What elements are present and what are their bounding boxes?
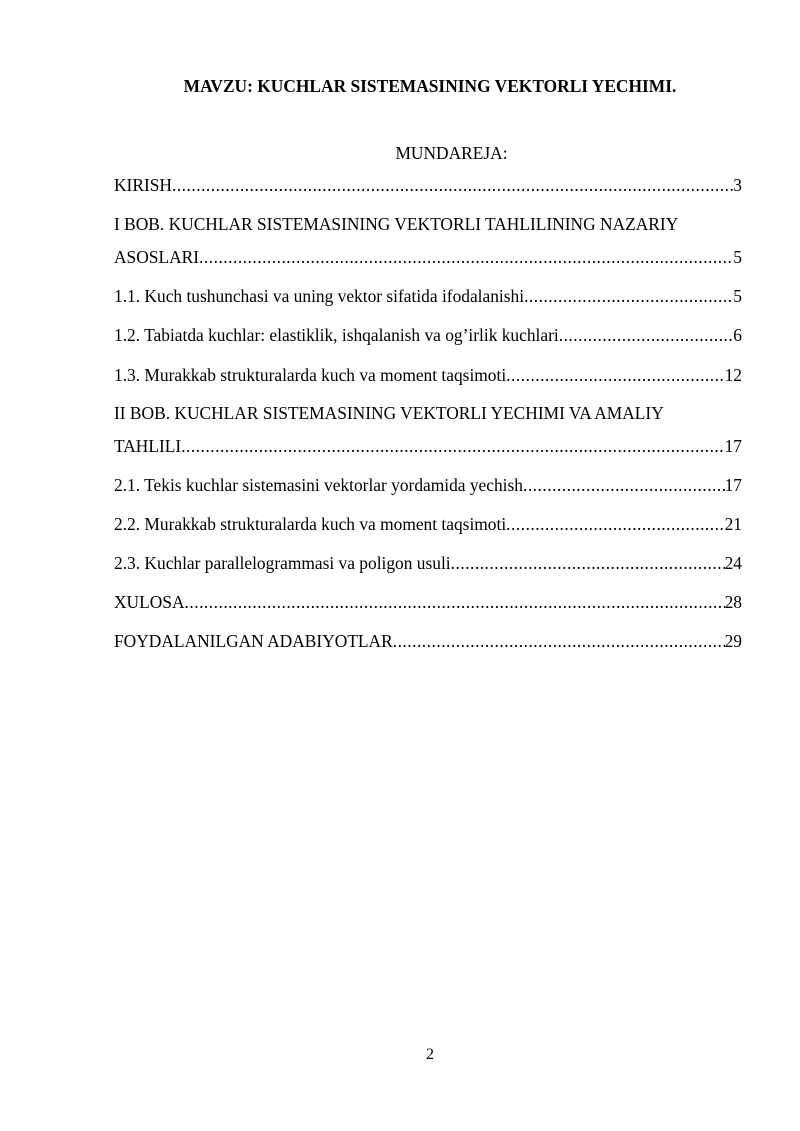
- toc-entry-text: 2.2. Murakkab strukturalarda kuch va moment taqsimoti: [114, 514, 507, 534]
- toc-entry-1-1: [114, 285, 742, 307]
- toc-entry-bob-1: [114, 213, 742, 268]
- toc-entry-text-line1: II BOB. KUCHLAR SISTEMASINING VEKTORLI YECHIMI VA AMALIY: [114, 403, 664, 423]
- toc-entry-2-1: [114, 474, 742, 496]
- page-number: 2: [426, 1046, 434, 1063]
- toc-leader-dots: [185, 591, 725, 613]
- toc-entry-text: 1.2. Tabiatda kuchlar: elastiklik, ishqalanish va og’irlik kuchlari: [114, 325, 559, 345]
- toc-entry-bob-2: [114, 402, 742, 457]
- toc-leader-dots: [523, 474, 725, 496]
- toc-entry-text: FOYDALANILGAN ADABIYOTLAR: [114, 631, 393, 651]
- toc-entry-page: 5: [733, 247, 742, 267]
- toc-leader-dots: [172, 174, 733, 196]
- toc-entry-kirish: [114, 174, 742, 196]
- toc-entry-page: 17: [724, 475, 742, 495]
- toc-entry-text: XULOSA: [114, 592, 185, 612]
- toc-leader-dots: [451, 552, 725, 574]
- toc-entry-text: 1.3. Murakkab strukturalarda kuch va moment taqsimoti: [114, 365, 507, 385]
- toc-entry-text: 1.1. Kuch tushunchasi va uning vektor sifatida ifodalanishi: [114, 286, 525, 306]
- toc-entry-adabiyotlar: [114, 630, 742, 652]
- toc-entry-2-3: [114, 552, 742, 574]
- toc-entry-text: 2.1. Tekis kuchlar sistemasini vektorlar yordamida yechish: [114, 475, 523, 495]
- toc-entry-page: 21: [724, 514, 742, 534]
- toc-leader-dots: [506, 364, 724, 386]
- toc-leader-dots: [506, 513, 724, 535]
- toc-entry-page: 12: [724, 365, 742, 385]
- toc-entry-2-2: [114, 513, 742, 535]
- toc-entry-page: 6: [733, 325, 742, 345]
- toc-entry-text: TAHLILI: [114, 436, 182, 456]
- toc-entry-text: 2.3. Kuchlar parallelogrammasi va poligon usuli: [114, 553, 451, 573]
- toc-entry-page: 17: [724, 436, 742, 456]
- toc-entry-text: KIRISH: [114, 175, 172, 195]
- toc-heading: MUNDAREJA:: [395, 143, 508, 163]
- toc-entry-1-3: [114, 364, 742, 386]
- toc-entry-text: ASOSLARI: [114, 247, 200, 267]
- toc-leader-dots: [199, 246, 733, 268]
- toc-leader-dots: [181, 435, 724, 457]
- toc-entry-page: 29: [724, 631, 742, 651]
- toc-entry-text-line1: I BOB. KUCHLAR SISTEMASINING VEKTORLI TAHLILINING NAZARIY: [114, 214, 679, 234]
- toc-leader-dots: [559, 324, 734, 346]
- toc-entry-page: 5: [733, 286, 742, 306]
- toc-entry-xulosa: [114, 591, 742, 613]
- toc-leader-dots: [524, 285, 733, 307]
- toc-entry-page: 28: [724, 592, 742, 612]
- toc-entry-page: 3: [733, 175, 742, 195]
- toc-leader-dots: [393, 630, 725, 652]
- toc-entry-1-2: [114, 324, 742, 346]
- toc-entry-page: 24: [724, 553, 742, 573]
- document-title: MAVZU: KUCHLAR SISTEMASINING VEKTORLI YECHIMI.: [183, 76, 677, 96]
